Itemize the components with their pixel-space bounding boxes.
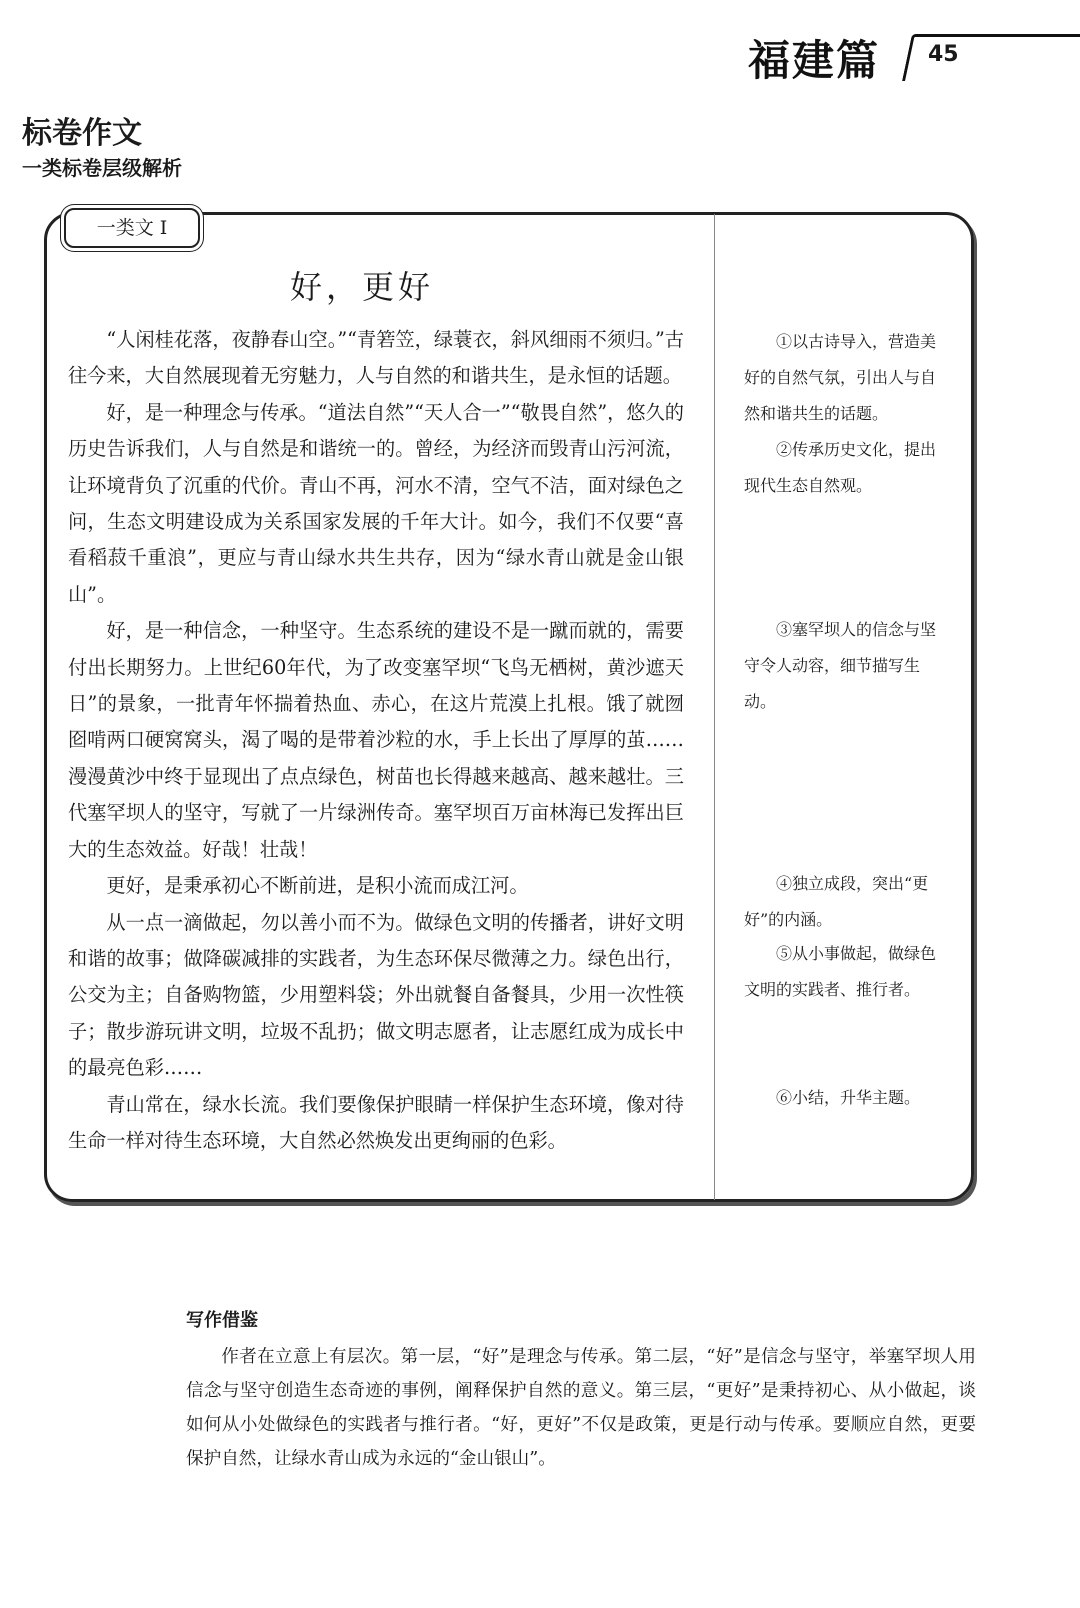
page-number: 45 [928, 42, 959, 67]
essay-paragraph: 好，是一种信念，一种坚守。生态系统的建设不是一蹴而就的，需要付出长期努力。上世纪60年代，为了改变塞罕坝“飞鸟无栖树，黄沙遮天日”的景象，一批青年怀揣着热血、赤心，在这片荒漠上扎根。饿了就囫囵啃两口硬窝窝头，渴了喝的是带着沙粒的水，手上长出了厚厚的茧……漫漫黄沙中终于显现出了点点绿色，树苗也长得越来越高、越来越壮。三代塞罕坝人的坚守，写就了一片绿洲传奇。塞罕坝百万亩林海已发挥出巨大的生态效益。好哉！壮哉！ [68, 619, 684, 861]
essay-paragraph: 更好，是秉承初心不断前进，是积小流而成江河。 [106, 874, 529, 898]
margin-comment: ①以古诗导入，营造美好的自然气氛，引出人与自然和谐共生的话题。 [744, 332, 937, 423]
essay-paragraph: 从一点一滴做起，勿以善小而不为。做绿色文明的传播者，讲好文明和谐的故事；做降碳减排的实践者，为生态环保尽微薄之力。绿色出行，公交为主；自备购物篮，少用塑料袋；外出就餐自备餐具，少用一次性筷子；散步游玩讲文明，垃圾不乱扔；做文明志愿者，让志愿红成为成长中的最亮色彩…… [68, 910, 684, 1080]
reference-body: 作者在立意上有层次。第一层，“好”是理念与传承。第二层，“好”是信念与坚守，举塞罕坝人用信念与坚守创造生态奇迹的事例，阐释保护自然的意义。第三层，“更好”是秉持初心、从小做起，谈如何从小处做绿色的实践者与推行者。“好，更好”不仅是政策，更是行动与传承。要顺应自然，更要保护自然，让绿水青山成为永远的“金山银山”。 [186, 1347, 976, 1469]
reference-heading: 写作借鉴 [186, 1310, 258, 1331]
essay-body [68, 322, 684, 1159]
margin-comment: ④独立成段，突出“更好”的内涵。 [744, 874, 929, 929]
essay-title: 好，更好 [290, 268, 435, 306]
section-subtitle: 一类标卷层级解析 [22, 156, 182, 180]
margin-comment: ②传承历史文化，提出现代生态自然观。 [744, 440, 937, 495]
margin-comment: ⑤从小事做起，做绿色文明的实践者、推行者。 [744, 944, 937, 999]
essay-column-divider [714, 214, 715, 1200]
chapter-title: 福建篇 [747, 36, 880, 85]
essay-paragraph: 青山常在，绿水长流。我们要像保护眼睛一样保护生态环境，像对待生命一样对待生态环境，大自然必然焕发出更绚丽的色彩。 [68, 1092, 684, 1152]
essay-grade-tag: 一类文 I [64, 208, 200, 248]
section-title: 标卷作文 [22, 116, 142, 151]
essay-paragraph: 好，是一种理念与传承。“道法自然”“天人合一”“敬畏自然”，悠久的历史告诉我们，人与自然是和谐统一的。曾经，为经济而毁青山污河流，让环境背负了沉重的代价。青山不再，河水不清，空气不洁，面对绿色之问，生态文明建设成为关系国家发展的千年大计。如今，我们不仅要“喜看稻菽千重浪”，更应与青山绿水共生共存，因为“绿水青山就是金山银山”。 [68, 400, 684, 606]
margin-comment: ③塞罕坝人的信念与坚守令人动容，细节描写生动。 [744, 620, 937, 711]
essay-paragraph: “人闲桂花落，夜静春山空。”“青箬笠，绿蓑衣，斜风细雨不须归。”古往今来，大自然展现着无穷魅力，人与自然的和谐共生，是永恒的话题。 [68, 328, 684, 388]
margin-comment: ⑥小结，升华主题。 [776, 1088, 921, 1107]
